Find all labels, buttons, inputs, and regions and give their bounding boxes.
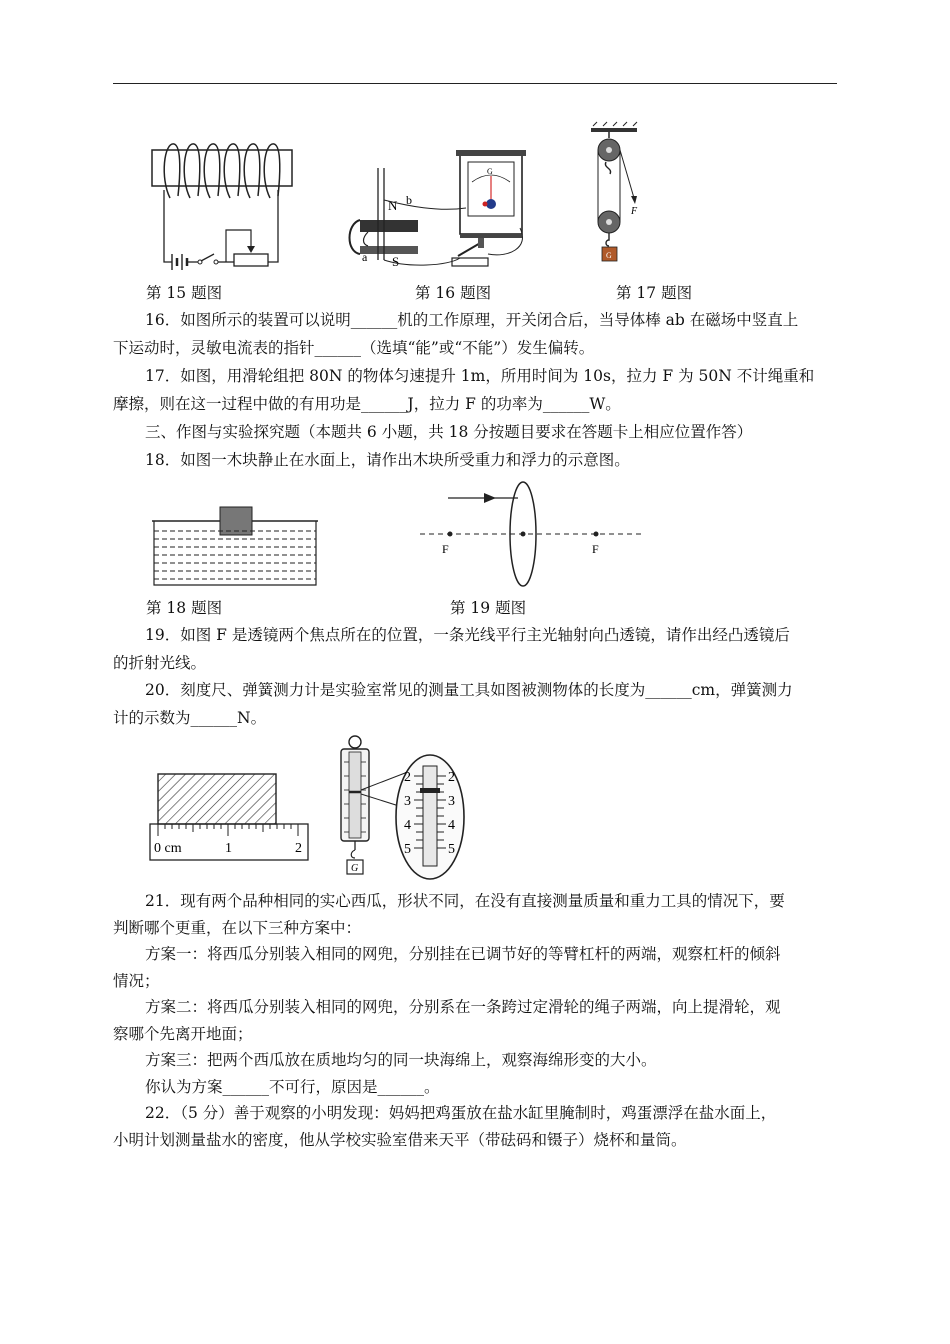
q22-line-1: 22．（5 分）善于观察的小明发现：妈妈把鸡蛋放在盐水缸里腌制时，鸡蛋漂浮在盐水面上， <box>145 1104 777 1122</box>
spring-hook-label: G <box>351 863 359 874</box>
q21-line-2: 判断哪个更重，在以下三种方案中： <box>113 919 362 937</box>
zoom-right-2: 2 <box>448 770 455 785</box>
caption-q19: 第 19 题图 <box>450 599 527 617</box>
caption-q15: 第 15 题图 <box>146 284 223 302</box>
figure-20-ruler-and-spring-scale <box>148 732 468 882</box>
ruler-mark-1: 1 <box>225 841 232 856</box>
q19-line-1: 19．如图 F 是透镜两个焦点所在的位置，一条光线平行主光轴射向凸透镜，请作出经凸透镜后 <box>145 626 790 644</box>
plan-2-line-2: 察哪个先离开地面； <box>113 1025 253 1043</box>
zoom-right-3: 3 <box>448 794 455 809</box>
zoom-left-5: 5 <box>404 842 411 857</box>
figure-18-floating-block <box>150 505 320 590</box>
zoom-right-5: 5 <box>448 842 455 857</box>
rod-b-label: b <box>406 193 412 207</box>
q19-line-2: 的折射光线。 <box>113 654 207 672</box>
plan-1-line-2: 情况； <box>113 972 160 990</box>
figure-19-convex-lens <box>418 478 648 588</box>
caption-q16: 第 16 题图 <box>415 284 492 302</box>
zoom-left-4: 4 <box>404 818 411 833</box>
zoom-left-3: 3 <box>404 794 411 809</box>
q21-answer-line: 你认为方案______不可行，原因是______。 <box>145 1078 440 1096</box>
magnet-s-label: S <box>392 254 400 269</box>
magnet-n-label: N <box>388 198 398 213</box>
plan-3-text: 方案三：把两个西瓜放在质地均匀的同一块海绵上，观察海绵形变的大小。 <box>145 1051 657 1069</box>
rod-a-label: a <box>362 250 368 264</box>
figure-15-solenoid-circuit <box>148 138 298 273</box>
q17-line-1: 17．如图，用滑轮组把 80N 的物体匀速提升 1m，所用时间为 10s，拉力 F 为 50N 不计绳重和 <box>145 367 815 385</box>
pulley-force-label: F <box>631 206 638 217</box>
ruler-unit-label: 0 cm <box>154 841 182 856</box>
ruler-mark-2: 2 <box>295 841 302 856</box>
galvanometer-g-label: G <box>487 167 493 176</box>
focus-right-label: F <box>592 542 599 556</box>
q22-line-2: 小明计划测量盐水的密度，他从学校实验室借来天平（带砝码和镊子）烧杯和量筒。 <box>113 1131 687 1149</box>
plan-2-line-1: 方案二：将西瓜分别装入相同的网兜，分别系在一条跨过定滑轮的绳子两端，向上提滑轮，观 <box>145 998 781 1016</box>
q20-line-2: 计的示数为______N。 <box>113 709 267 727</box>
caption-q18: 第 18 题图 <box>146 599 223 617</box>
q20-line-1: 20．刻度尺、弹簧测力计是实验室常见的测量工具如图被测物体的长度为______cm，弹簧测力 <box>145 681 793 699</box>
q18-text: 18．如图一木块静止在水面上，请作出木块所受重力和浮力的示意图。 <box>145 451 630 469</box>
zoom-right-4: 4 <box>448 818 455 833</box>
figure-16-induction-setup <box>348 148 528 273</box>
q16-line-1: 16．如图所示的装置可以说明______机的工作原理，开关闭合后，当导体棒 ab 在磁场中竖直上 <box>145 311 799 329</box>
pulley-weight-label: G <box>606 251 612 260</box>
q21-line-1: 21．现有两个品种相同的实心西瓜，形状不同，在没有直接测量质量和重力工具的情况下，要 <box>145 892 785 910</box>
q17-line-2: 摩擦，则在这一过程中做的有用功是______J，拉力 F 的功率为______W。 <box>113 395 621 413</box>
focus-left-label: F <box>442 542 449 556</box>
q16-line-2: 下运动时，灵敏电流表的指针______（选填“能”或“不能”）发生偏转。 <box>113 339 595 357</box>
header-rule <box>113 83 837 84</box>
zoom-left-2: 2 <box>404 770 411 785</box>
plan-1-line-1: 方案一：将西瓜分别装入相同的网兜，分别挂在已调节好的等臂杠杆的两端，观察杠杆的倾斜 <box>145 945 781 963</box>
caption-q17: 第 17 题图 <box>616 284 693 302</box>
figure-17-pulley-system <box>585 126 645 266</box>
section-3-heading: 三、作图与实验探究题（本题共 6 小题，共 18 分按题目要求在答题卡上相应位置作答） <box>145 423 753 441</box>
